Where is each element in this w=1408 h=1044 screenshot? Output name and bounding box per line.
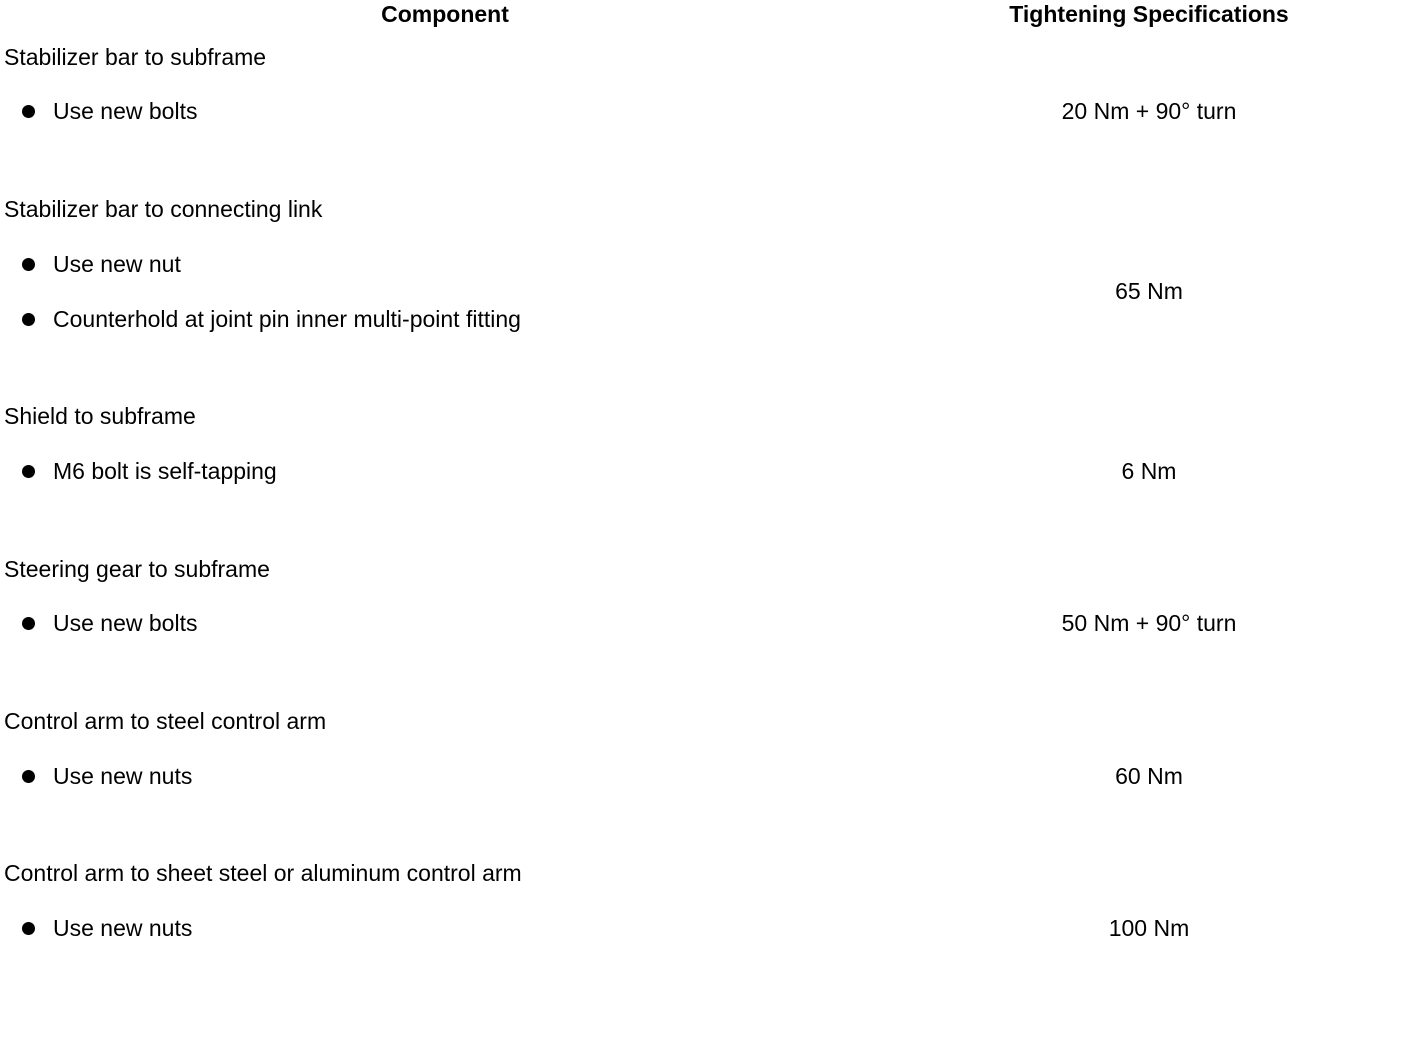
column-header-component: Component bbox=[381, 1, 509, 27]
component-title: Stabilizer bar to connecting link bbox=[4, 196, 323, 222]
tightening-spec: 6 Nm bbox=[1121, 458, 1177, 484]
column-header-tightening-specifications: Tightening Specifications bbox=[1009, 1, 1289, 27]
bullet-icon bbox=[22, 922, 35, 935]
tightening-spec: 20 Nm + 90° turn bbox=[1061, 98, 1237, 124]
bullet-icon bbox=[22, 617, 35, 630]
tightening-spec: 60 Nm bbox=[1115, 763, 1183, 789]
note-text: Counterhold at joint pin inner multi-point fitting bbox=[53, 306, 521, 332]
note-text: M6 bolt is self-tapping bbox=[53, 458, 277, 484]
note-text: Use new bolts bbox=[53, 610, 198, 636]
table-header bbox=[0, 0, 1408, 30]
component-title: Steering gear to subframe bbox=[4, 556, 270, 582]
note-text: Use new bolts bbox=[53, 98, 198, 124]
note-text: Use new nuts bbox=[53, 915, 193, 941]
tightening-spec: 100 Nm bbox=[1108, 915, 1190, 941]
component-title: Control arm to steel control arm bbox=[4, 708, 327, 734]
bullet-icon bbox=[22, 465, 35, 478]
note-text: Use new nut bbox=[53, 251, 181, 277]
bullet-icon bbox=[22, 770, 35, 783]
component-title: Shield to subframe bbox=[4, 403, 196, 429]
tightening-spec: 50 Nm + 90° turn bbox=[1061, 610, 1237, 636]
bullet-icon bbox=[22, 313, 35, 326]
bullet-icon bbox=[22, 105, 35, 118]
bullet-icon bbox=[22, 258, 35, 271]
note-text: Use new nuts bbox=[53, 763, 193, 789]
tightening-spec: 65 Nm bbox=[1115, 278, 1183, 304]
component-title: Control arm to sheet steel or aluminum control arm bbox=[4, 860, 522, 886]
component-title: Stabilizer bar to subframe bbox=[4, 44, 267, 70]
